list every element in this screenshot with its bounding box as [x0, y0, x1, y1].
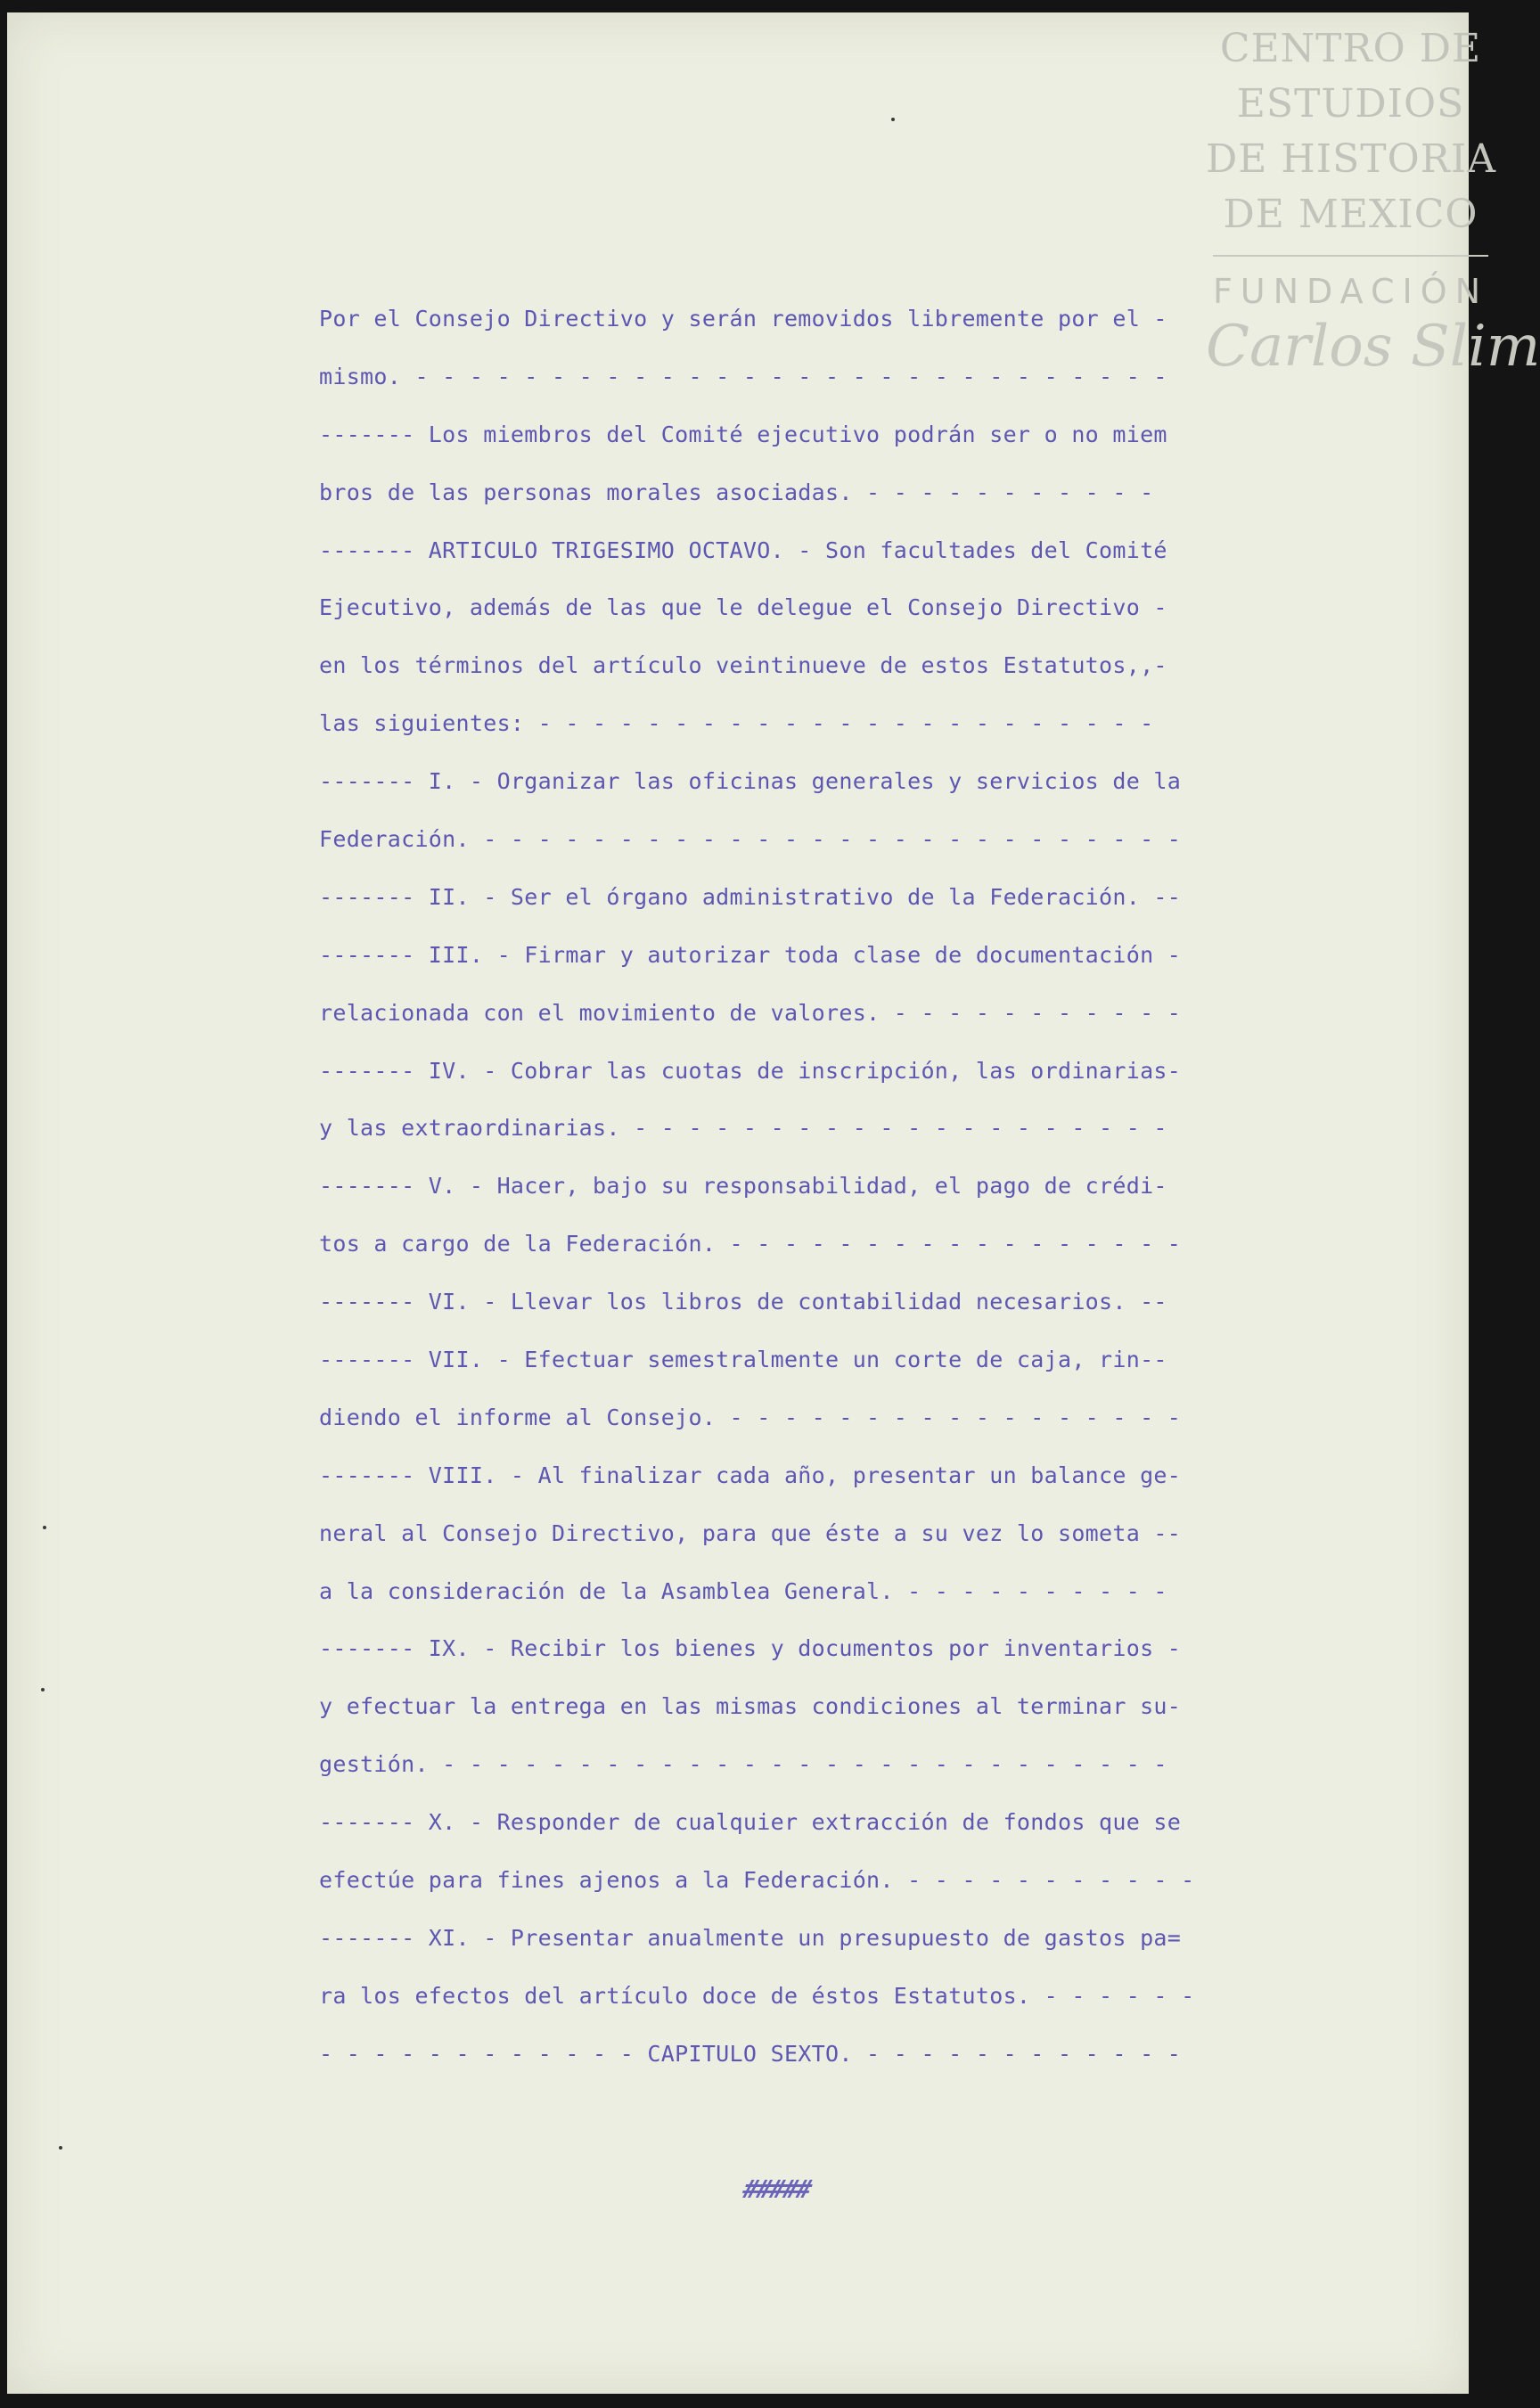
text-line: ------- IX. - Recibir los bienes y documentos por inventarios - — [319, 1635, 1182, 1662]
text-line: - - - - - - - - - - - - CAPITULO SEXTO. - - - - - - - - - - - - — [319, 2040, 1182, 2067]
text-line: ------- XI. - Presentar anualmente un presupuesto de gastos pa= — [319, 1924, 1182, 1951]
text-line: ------- V. - Hacer, bajo su responsabilidad, el pago de crédi- — [319, 1173, 1167, 1200]
text-line: Ejecutivo, además de las que le delegue el Consejo Directivo - — [319, 594, 1167, 621]
watermark-divider — [1213, 255, 1488, 257]
text-line: diendo el informe al Consejo. - - - - - - - - - - - - - - - - - — [319, 1404, 1182, 1430]
text-line: tos a cargo de la Federación. - - - - - - - - - - - - - - - - - — [319, 1231, 1182, 1257]
watermark-line-1: CENTRO DE — [1219, 26, 1482, 71]
text-line: ------- III. - Firmar y autorizar toda clase de documentación - — [319, 941, 1182, 968]
text-line: y efectuar la entrega en las mismas condiciones al terminar su- — [319, 1693, 1182, 1720]
text-line: gestión. - - - - - - - - - - - - - - - - - - - - - - - - - - - — [319, 1751, 1167, 1778]
text-line: ------- X. - Responder de cualquier extracción de fondos que se — [319, 1809, 1182, 1836]
text-line: ra los efectos del artículo doce de éstos Estatutos. - - - - - - — [319, 1982, 1195, 2009]
watermark-line-4: DE MEXICO — [1223, 192, 1479, 237]
text-line: y las extraordinarias. - - - - - - - - - - - - - - - - - - - - — [319, 1115, 1167, 1142]
text-line: ------- Los miembros del Comité ejecutivo podrán ser o no miem — [319, 421, 1167, 447]
text-line: Federación. - - - - - - - - - - - - - - - - - - - - - - - - - - — [319, 826, 1182, 853]
paper-speck — [43, 1526, 46, 1529]
text-line: neral al Consejo Directivo, para que éste a su vez lo someta -- — [319, 1519, 1182, 1546]
end-of-page-mark: ##### — [739, 2175, 814, 2204]
text-line: en los términos del artículo veintinueve de estos Estatutos,,- — [319, 652, 1167, 679]
paper-speck — [59, 2146, 62, 2150]
archive-watermark — [1206, 21, 1540, 380]
text-line: relacionada con el movimiento de valores. - - - - - - - - - - - — [319, 999, 1182, 1026]
text-line: mismo. - - - - - - - - - - - - - - - - - - - - - - - - - - - - — [319, 363, 1167, 389]
paper-speck — [891, 118, 895, 121]
watermark-foundation: FUNDACIÓN — [1212, 272, 1489, 311]
text-line: a la consideración de la Asamblea General. - - - - - - - - - - — [319, 1577, 1167, 1604]
watermark-line-2: ESTUDIOS — [1236, 81, 1465, 127]
text-line: ------- IV. - Cobrar las cuotas de inscripción, las ordinarias- — [319, 1057, 1182, 1084]
text-line: ------- II. - Ser el órgano administrativo de la Federación. -- — [319, 883, 1182, 910]
text-line: ------- VII. - Efectuar semestralmente un corte de caja, rin-- — [319, 1347, 1167, 1373]
text-line: ------- ARTICULO TRIGESIMO OCTAVO. - Son facultades del Comité — [319, 536, 1167, 563]
document-page — [7, 12, 1540, 2394]
paper-speck — [41, 1688, 45, 1691]
watermark-signature: Carlos Slim — [1206, 314, 1540, 380]
text-line: ------- I. - Organizar las oficinas generales y servicios de la — [319, 768, 1182, 795]
watermark-line-3: DE HISTORIA — [1206, 136, 1496, 182]
text-line: ------- VI. - Llevar los libros de contabilidad necesarios. -- — [319, 1289, 1167, 1315]
text-line: ------- VIII. - Al finalizar cada año, presentar un balance ge- — [319, 1462, 1182, 1488]
text-line: bros de las personas morales asociadas. - - - - - - - - - - - — [319, 479, 1154, 505]
text-line: efectúe para fines ajenos a la Federación. - - - - - - - - - - - — [319, 1867, 1195, 1894]
text-line: las siguientes: - - - - - - - - - - - - - - - - - - - - - - - — [319, 710, 1154, 737]
text-line: Por el Consejo Directivo y serán removidos libremente por el - — [319, 306, 1167, 332]
typed-text-body — [319, 291, 1241, 2084]
